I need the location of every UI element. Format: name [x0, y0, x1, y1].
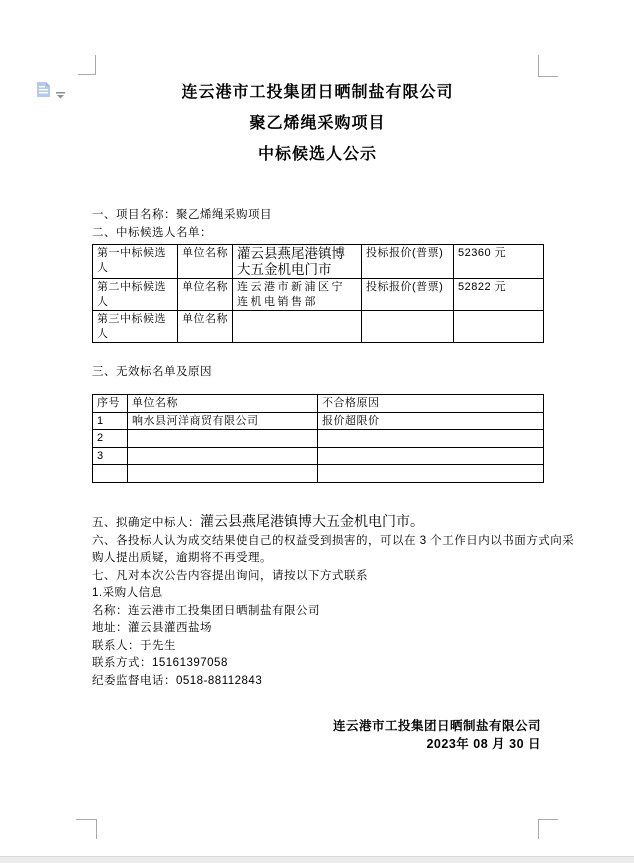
section-5-proposed-winner — [92, 513, 543, 533]
reason-cell — [318, 430, 544, 448]
serial-cell: 2 — [93, 430, 128, 448]
unit-name-cell — [128, 465, 318, 483]
table-row — [93, 447, 544, 465]
table-row — [93, 279, 544, 311]
crop-mark-bottom-left — [76, 819, 97, 839]
section-5-prefix: 五、拟确定中标人： — [92, 517, 200, 529]
buyer-name-line: 名称：连云港市工投集团日晒制盐有限公司 — [92, 604, 320, 617]
signature-block — [92, 718, 543, 753]
dropdown-caret-icon — [56, 86, 65, 104]
serial-cell — [93, 465, 128, 483]
serial-cell: 1 — [93, 412, 128, 430]
section-3-invalid-bids: 三、无效标名单及原因 — [92, 366, 212, 378]
header-serial: 序号 — [93, 394, 128, 412]
header-fail-reason: 不合格原因 — [318, 394, 544, 412]
table-row — [93, 412, 544, 430]
unit-name-cell — [233, 311, 362, 343]
unit-label-cell: 单位名称 — [178, 245, 233, 279]
price-label-cell — [362, 311, 454, 343]
candidate-rank-cell: 第三中标候选人 — [93, 311, 178, 343]
serial-cell: 3 — [93, 447, 128, 465]
reason-cell — [318, 447, 544, 465]
crop-mark-top-right — [538, 55, 558, 77]
announcement-title: 中标候选人公示 — [257, 146, 377, 163]
price-cell — [454, 311, 544, 343]
unit-label-cell: 单位名称 — [178, 279, 233, 311]
reason-cell — [318, 465, 544, 483]
price-cell: 52360 元 — [454, 245, 544, 279]
unit-name-cell — [128, 430, 318, 448]
reason-cell: 报价超限价 — [318, 412, 544, 430]
section-6-line-1: 六、各投标人认为成交结果使自己的权益受到损害的，可以在 3 个工作日内以书面方式向采 — [92, 534, 575, 547]
buyer-phone-line: 联系方式：15161397058 — [92, 657, 228, 669]
table-header-row — [93, 394, 544, 412]
document-content — [92, 84, 575, 753]
winner-name: 灌云县燕尾港镇博大五金机电门市。 — [200, 513, 424, 529]
unit-name-cell: 响水县河洋商贸有限公司 — [128, 412, 318, 430]
candidate-rank-cell: 第一中标候选人 — [93, 245, 178, 279]
header-unit-name: 单位名称 — [128, 394, 318, 412]
unit-name-cell: 连云港市新浦区宁连机电销售部 — [233, 279, 362, 311]
buyer-contact-line: 联系人：于先生 — [92, 639, 176, 652]
table-row — [93, 430, 544, 448]
table-row — [93, 311, 544, 343]
section-7-contact-intro: 七、凡对本次公告内容提出询问，请按以下方式联系 — [92, 569, 368, 582]
paste-options-button[interactable] — [36, 81, 70, 103]
section-1-project-name: 一、项目名称：聚乙烯绳采购项目 — [92, 209, 272, 221]
section-2-candidate-list: 二、中标候选人名单： — [92, 226, 212, 239]
company-title: 连云港市工投集团日晒制盐有限公司 — [181, 84, 454, 101]
page-bottom-edge — [0, 856, 634, 863]
signature-company: 连云港市工投集团日晒制盐有限公司 — [332, 719, 541, 733]
price-cell: 52822 元 — [454, 279, 544, 311]
paste-document-icon — [36, 81, 51, 103]
candidate-rank-cell: 第二中标候选人 — [93, 279, 178, 311]
price-label-cell: 投标报价(普票) — [362, 245, 454, 279]
unit-label-cell: 单位名称 — [178, 311, 233, 343]
unit-name-cell: 灌云县燕尾港镇博大五金机电门市 — [233, 245, 362, 279]
unit-name-cell — [128, 447, 318, 465]
table-row — [93, 465, 544, 483]
buyer-address-line: 地址：灌云县灌西盐场 — [92, 622, 212, 634]
candidates-table — [92, 244, 544, 343]
table-row — [93, 245, 544, 279]
invalid-bids-table — [92, 394, 544, 484]
signature-date: 2023年 08 月 30 日 — [426, 736, 541, 751]
project-title: 聚乙烯绳采购项目 — [249, 115, 386, 132]
price-label-cell: 投标报价(普票) — [362, 279, 454, 311]
crop-mark-bottom-right — [538, 819, 558, 839]
buyer-info-heading: 1.采购人信息 — [92, 587, 163, 599]
section-6-line-2: 购人提出质疑，逾期将不再受理。 — [92, 552, 272, 564]
supervision-phone-line: 纪委监督电话：0518-88112843 — [92, 674, 263, 687]
crop-mark-top-left — [78, 55, 96, 75]
